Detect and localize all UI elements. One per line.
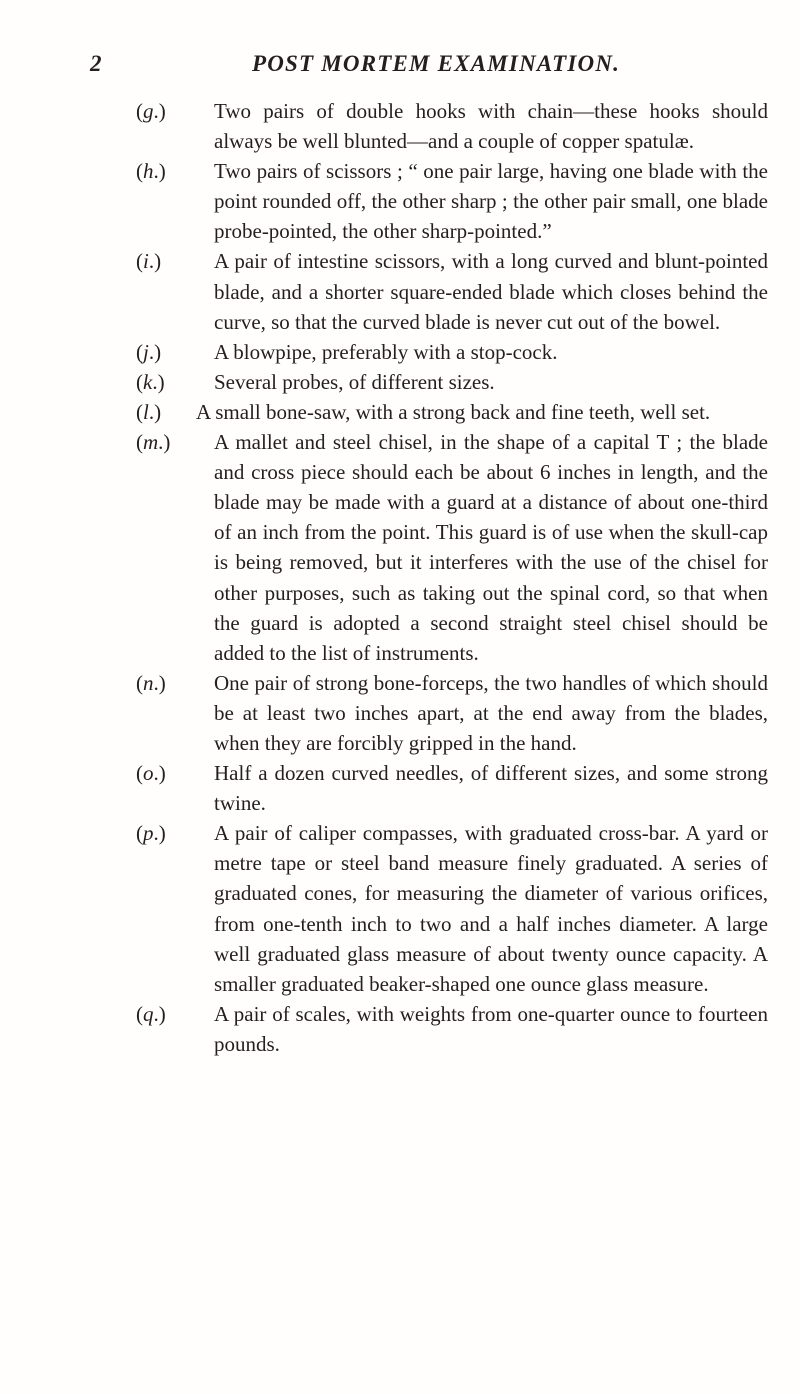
item-text: Two pairs of double hooks with chain—these hooks should always be well blunted—and a couple of copper spatulæ. xyxy=(214,99,768,154)
list-item-i xyxy=(136,246,768,336)
item-text: A pair of caliper compasses, with graduated cross-bar. A yard or metre tape or steel band measure finely graduated. A series of graduated cones, for measuring the diameter of various orifices, from one-tenth inch to two and a half inches diameter. A large well graduated glass measure of about twenty ounce capacity. A smaller graduated beaker-shaped one ounce glass measure. xyxy=(214,821,768,996)
item-label: (p.) xyxy=(136,821,166,846)
list-item-n xyxy=(136,668,768,758)
item-text: Half a dozen curved needles, of different sizes, and some strong twine. xyxy=(214,761,768,816)
item-label: (g.) xyxy=(136,99,166,123)
list-item-m xyxy=(136,427,768,668)
list-item-q xyxy=(136,999,768,1059)
list-item-g xyxy=(136,96,768,156)
instrument-list xyxy=(136,96,768,1059)
list-item-k xyxy=(136,367,768,397)
item-text: One pair of strong bone-forceps, the two handles of which should be at least two inches apart, at the end away from the blades, when they are forcibly gripped in the hand. xyxy=(214,670,768,755)
item-label: (j.) xyxy=(136,339,162,364)
item-label: (l.) xyxy=(136,399,162,424)
running-title: POST MORTEM EXAMINATION. xyxy=(252,51,621,76)
item-label: (o.) xyxy=(136,761,166,786)
list-item-h xyxy=(136,156,768,246)
list-item-j xyxy=(136,337,768,367)
item-label: (n.) xyxy=(136,670,166,695)
list-item-l xyxy=(136,397,768,427)
item-label: (k.) xyxy=(136,369,165,394)
item-text: Two pairs of scissors ; “ one pair large, having one blade with the point rounded off, the other sharp ; the other pair small, one blade probe-pointed, the other sharp-pointed.” xyxy=(214,159,768,244)
item-label: (h.) xyxy=(136,159,166,184)
item-text: A small bone-saw, with a strong back and fine teeth, well set. xyxy=(196,399,711,424)
page-number: 2 xyxy=(90,51,102,76)
item-label: (q.) xyxy=(136,1001,166,1026)
item-text: A pair of intestine scissors, with a long curved and blunt-pointed blade, and a shorter square-ended blade which closes behind the curve, so that the curved blade is never cut out of the bowel. xyxy=(214,249,768,334)
list-item-o xyxy=(136,758,768,818)
item-label: (m.) xyxy=(136,430,171,455)
list-item-p xyxy=(136,818,768,999)
item-text: A mallet and steel chisel, in the shape of a capital T ; the blade and cross piece should each be about 6 inches in length, and the blade may be made with a guard at a distance of about one-third of an inch from the point. This guard is of use when the skull-cap is being removed, but it interferes with the use of the chisel for other purposes, such as taking out the spinal cord, so that when the guard is adopted a second straight steel chisel should be added to the list of instruments. xyxy=(214,430,768,665)
item-text: Several probes, of different sizes. xyxy=(214,369,495,394)
item-text: A blowpipe, preferably with a stop-cock. xyxy=(214,339,558,364)
item-label: (i.) xyxy=(136,249,162,274)
running-head xyxy=(0,48,800,80)
item-text: A pair of scales, with weights from one-quarter ounce to fourteen pounds. xyxy=(214,1001,768,1056)
